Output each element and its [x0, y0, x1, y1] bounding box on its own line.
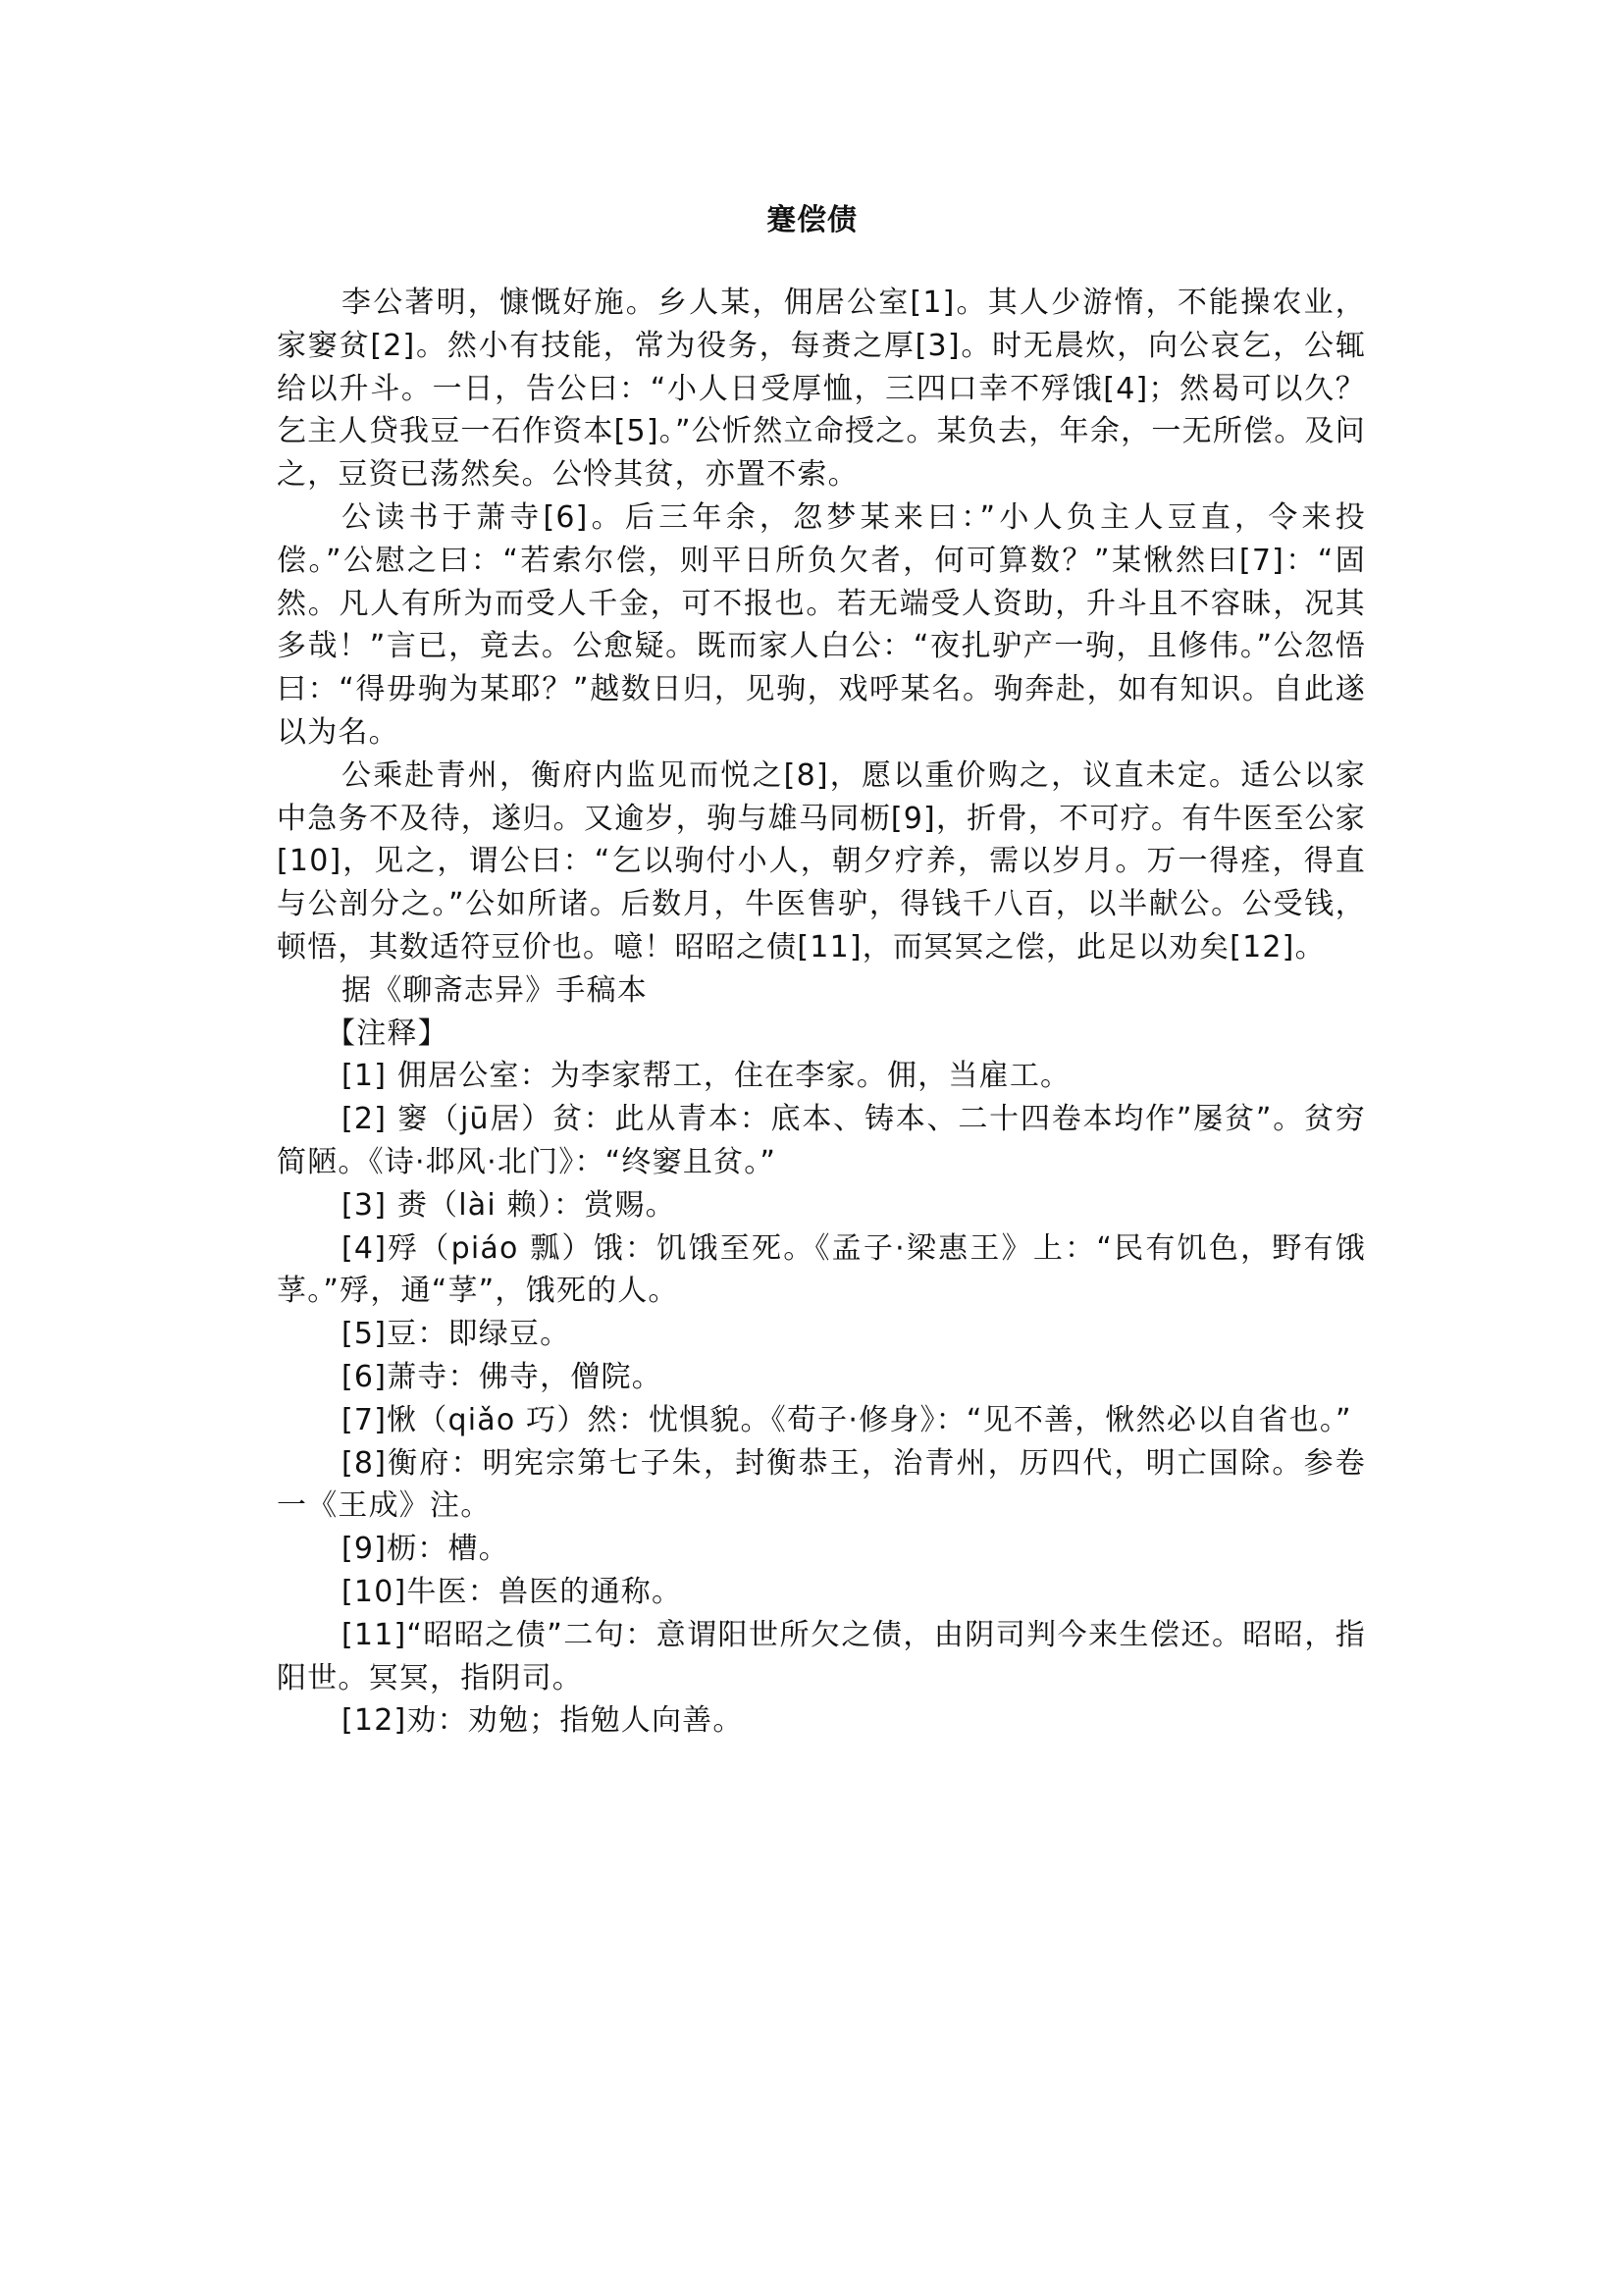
note-item-6: [6]萧寺：佛寺，僧院。	[341, 1359, 662, 1394]
note-item-2: [2] 窭（jū居）贫：此从青本：底本、铸本、二十四卷本均作”屡贫”。贫穷简陋。《诗·邶风·北门》：“终窭且贫。”	[277, 1102, 1366, 1179]
note-item-10: [10]牛医：兽医的通称。	[341, 1574, 683, 1609]
note-item-9: [9]枥：槽。	[341, 1532, 509, 1567]
source-line: 据《聊斋志异》手稿本	[341, 972, 648, 1008]
story-paragraph-1: 李公著明，慷慨好施。乡人某，佣居公室[1]。其人少游惰，不能操农业，家窭贫[2]。然小有技能，常为役务，每赉之厚[3]。时无晨炊，向公哀乞，公辄给以升斗。一日，告公曰：“小人日受厚恤，三四口幸不殍饿[4]；然曷可以久？乞主人贷我豆一石作资本[5]。”公忻然立命授之。某负去，年余，一无所偿。及问之，豆资已荡然矣。公怜其贫，亦置不索。	[277, 286, 1366, 493]
story-paragraph-2: 公读书于萧寺[6]。后三年余，忽梦某来曰：”小人负主人豆直，令来投偿。”公慰之曰：“若索尔偿，则平日所负欠者，何可算数？”某愀然曰[7]：“固然。凡人有所为而受人千金，可不报也。若无端受人资助，升斗且不容昧，况其多哉！”言已，竟去。公愈疑。既而家人白公：“夜扎驴产一驹，且修伟。”公忽悟曰：“得毋驹为某耶？”越数日归，见驹，戏呼某名。驹奔赴，如有知识。自此遂以为名。	[277, 499, 1366, 750]
note-item-11: [11]“昭昭之债”二句：意谓阳世所欠之债，由阴司判今来生偿还。昭昭，指阳世。冥冥，指阴司。	[277, 1617, 1366, 1695]
notes-heading: 【注释】	[326, 1016, 448, 1051]
story-paragraph-3: 公乘赴青州，衡府内监见而悦之[8]，愿以重价购之，议直未定。适公以家中急务不及待，遂归。又逾岁，驹与雄马同枥[9]，折骨，不可疗。有牛医至公家[10]，见之，谓公曰：“乞以驹付小人，朝夕疗养，需以岁月。万一得痊，得直与公剖分之。”公如所诸。后数月，牛医售驴，得钱千八百，以半献公。公受钱，顿悟，其数适符豆价也。噫！昭昭之债[11]，而冥冥之偿，此足以劝矣[12]。	[277, 757, 1366, 965]
note-item-5: [5]豆：即绿豆。	[341, 1317, 571, 1352]
document-body	[277, 282, 1366, 1743]
note-item-1: [1] 佣居公室：为李家帮工，住在李家。佣，当雇工。	[341, 1059, 1072, 1094]
note-item-4: [4]殍（piáo 瓢）饿：饥饿至死。《孟子·梁惠王》上：“民有饥色，野有饿莩。”殍，通“莩”，饿死的人。	[277, 1230, 1366, 1309]
note-item-7: [7]愀（qiǎo 巧）然：忧惧貌。《荀子·修身》：“见不善，愀然必以自省也。”	[341, 1402, 1352, 1437]
note-item-12: [12]劝：劝勉；指勉人向善。	[341, 1703, 744, 1739]
document-title: 蹇偿债	[766, 203, 858, 237]
note-item-3: [3] 赉（lài 赖）：赏赐。	[341, 1187, 676, 1223]
note-item-8: [8]衡府：明宪宗第七子朱，封衡恭王，治青州，历四代，明亡国除。参卷一《王成》注。	[277, 1445, 1366, 1524]
